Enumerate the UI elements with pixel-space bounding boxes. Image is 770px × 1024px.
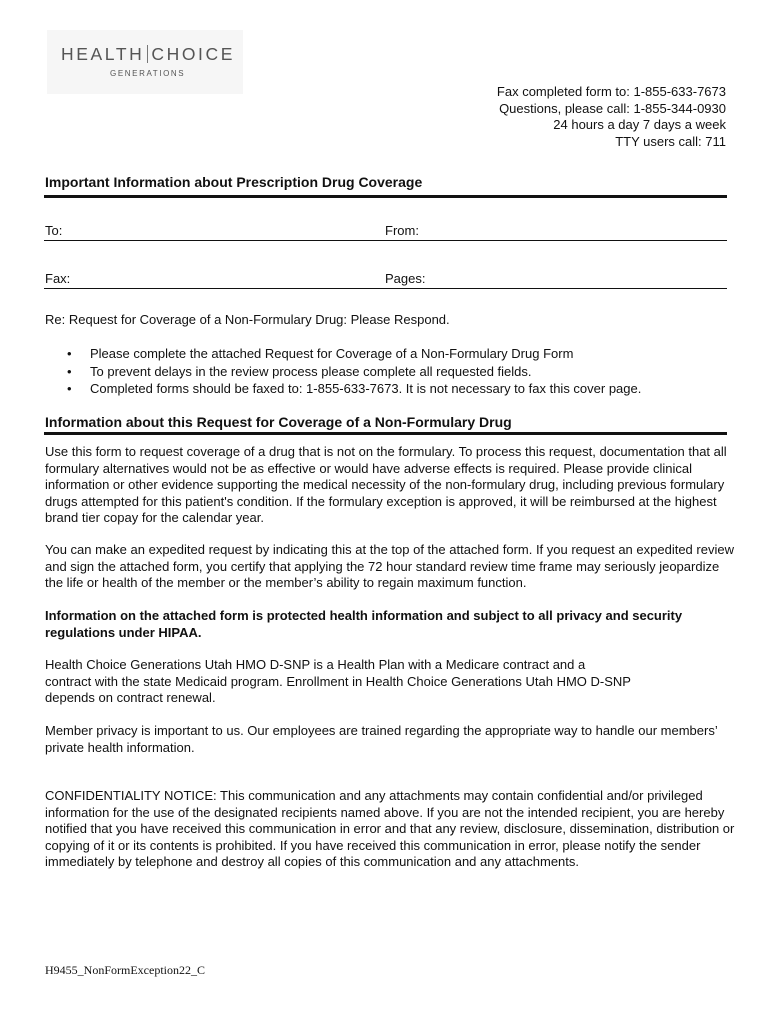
paragraph-expedited: You can make an expedited request by indicating this at the top of the attached form. If you request an expedited review and sign the attached form, you certify that applying the 72 hour standard review time frame may seriously jeopardize the life or health of the member or the member’s ability to regain maximum function. bbox=[45, 542, 734, 590]
list-item: • To prevent delays in the review process please complete all requested fields. bbox=[45, 363, 641, 381]
confidentiality-notice: CONFIDENTIALITY NOTICE: This communication and any attachments may contain confidential and/or privileged information for the use of the designated recipients named above. If you are not the intended recipient, you are hereby notified that you have received this communication in error and that any review, disclosure, dissemination, distribution or copying of it or its contents is prohibited. If you have received this communication in error, please notify the sender immediately by telephone and destroy all copies of this communication and any attachments. bbox=[45, 788, 735, 869]
fax-pages-line bbox=[44, 288, 727, 289]
list-item: • Completed forms should be faxed to: 1-855-633-7673. It is not necessary to fax this cover page. bbox=[45, 380, 641, 398]
health-choice-logo bbox=[47, 30, 243, 94]
pages-label: Pages: bbox=[385, 271, 426, 286]
title-divider bbox=[44, 195, 727, 198]
to-from-line bbox=[44, 240, 727, 241]
fax-label: Fax: bbox=[45, 271, 71, 286]
form-code: H9455_NonFormException22_C bbox=[45, 963, 205, 977]
logo-subtitle: GENERATIONS bbox=[110, 69, 186, 78]
re-line: Re: Request for Coverage of a Non-Formulary Drug: Please Respond. bbox=[45, 312, 450, 327]
to-label: To: bbox=[45, 223, 63, 238]
fax-number-line: Fax completed form to: 1-855-633-7673 bbox=[496, 84, 726, 99]
instruction-list bbox=[45, 345, 641, 398]
logo-divider bbox=[147, 45, 148, 63]
hours-line: 24 hours a day 7 days a week bbox=[553, 117, 726, 132]
contact-block bbox=[497, 84, 726, 150]
logo-wordmark bbox=[61, 44, 235, 65]
paragraph-privacy: Member privacy is important to us. Our employees are trained regarding the appropriate way to handle our members’ private health information. bbox=[45, 723, 718, 755]
paragraph-request-info: Use this form to request coverage of a drug that is not on the formulary. To process this request, documentation that all formulary alternatives would not be as effective or would have adverse effects is required. Please provide clinical information or other evidence supporting the medical necessity of the non-formulary drug, including previous formulary drugs attempted for this patient's condition. If the formulary exception is approved, it will be reimbursed at the highest brand tier copay for the calendar year. bbox=[45, 444, 727, 525]
section-divider bbox=[44, 432, 727, 435]
list-item: • Please complete the attached Request for Coverage of a Non-Formulary Drug Form bbox=[45, 345, 641, 363]
paragraph-hipaa: Information on the attached form is protected health information and subject to all privacy and security regulations under HIPAA. bbox=[45, 608, 683, 640]
questions-phone-line: Questions, please call: 1-855-344-0930 bbox=[499, 100, 726, 116]
tty-line: TTY users call: 711 bbox=[615, 133, 726, 149]
logo-brand-left: HEALTH bbox=[61, 44, 145, 64]
section-heading: Information about this Request for Coverage of a Non-Formulary Drug bbox=[45, 414, 512, 430]
logo-brand-right: CHOICE bbox=[151, 44, 236, 64]
paragraph-plan-info: Health Choice Generations Utah HMO D-SNP is a Health Plan with a Medicare contract and a contract with the state Medicaid program. Enrollment in Health Choice Generations Utah HMO D-SNP depends on contract renewal. bbox=[45, 657, 631, 705]
from-label: From: bbox=[385, 223, 419, 238]
page-title: Important Information about Prescription Drug Coverage bbox=[45, 174, 423, 190]
